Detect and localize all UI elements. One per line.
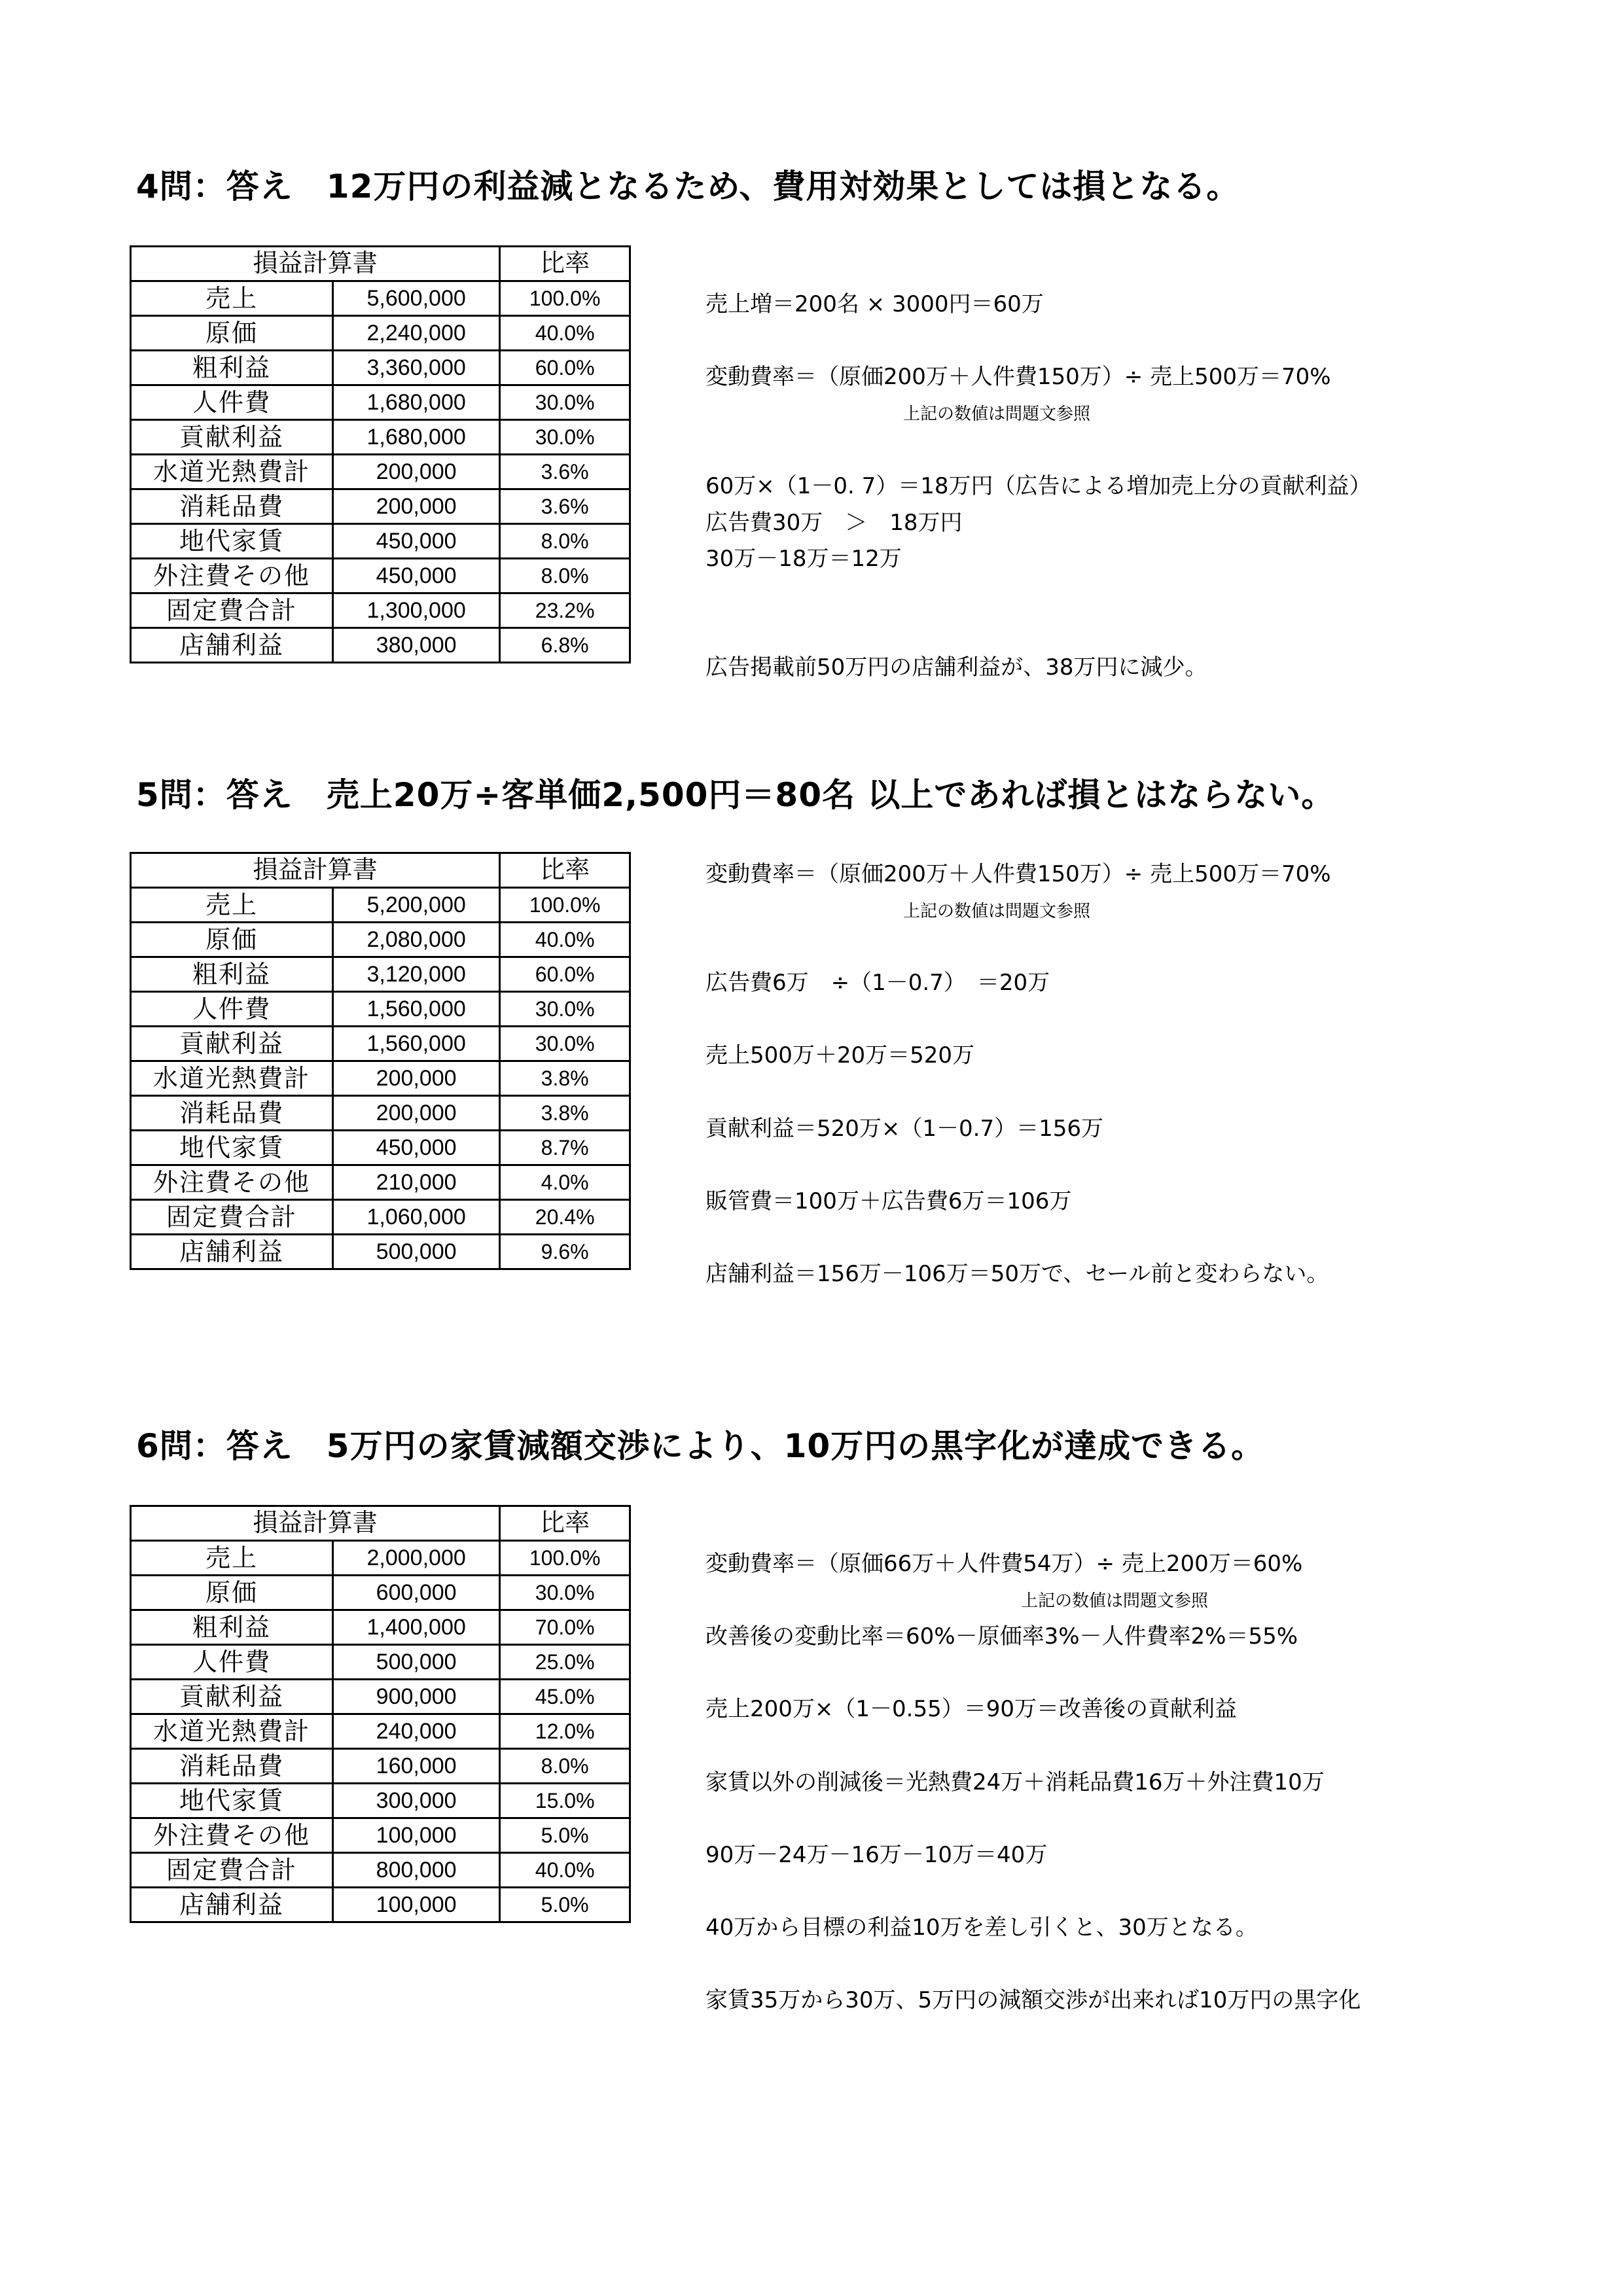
row-label: 水道光熱費計 [131, 455, 333, 489]
note: 販管費＝100万＋広告費6万＝106万 [705, 1188, 1072, 1214]
row-label: 売上 [131, 1541, 333, 1576]
table-row [131, 1096, 630, 1131]
row-amount: 1,300,000 [332, 593, 499, 628]
row-amount: 3,360,000 [332, 351, 499, 385]
row-label: 消耗品費 [131, 1749, 333, 1784]
row-label: 水道光熱費計 [131, 1714, 333, 1749]
note: 家賃35万から30万、5万円の減額交渉が出来れば10万円の黒字化 [705, 1987, 1361, 2013]
note: 改善後の変動比率＝60%－原価率3%－人件費率2%＝55% [705, 1623, 1298, 1650]
row-ratio: 25.0% [500, 1645, 630, 1680]
row-label: 店舗利益 [131, 1235, 333, 1269]
row-ratio: 5.0% [500, 1818, 630, 1853]
row-ratio: 30.0% [500, 385, 630, 420]
row-amount: 200,000 [332, 455, 499, 489]
row-ratio: 30.0% [500, 1576, 630, 1610]
row-amount: 100,000 [332, 1818, 499, 1853]
table-header-row [131, 1506, 630, 1541]
row-label: 人件費 [131, 385, 333, 420]
row-label: 地代家賃 [131, 1784, 333, 1818]
row-label: 固定費合計 [131, 593, 333, 628]
note-reference: 上記の数値は問題文参照 [903, 902, 1091, 921]
row-label: 売上 [131, 888, 333, 923]
row-ratio: 3.8% [500, 1061, 630, 1096]
row-amount: 2,240,000 [332, 316, 499, 351]
note: 60万×（1－0. 7）＝18万円（広告による増加売上分の貢献利益） [705, 473, 1372, 499]
row-ratio: 30.0% [500, 992, 630, 1027]
row-ratio: 9.6% [500, 1235, 630, 1269]
ratio-header: 比率 [500, 853, 630, 888]
row-amount: 450,000 [332, 1131, 499, 1165]
row-amount: 450,000 [332, 524, 499, 559]
row-amount: 1,060,000 [332, 1200, 499, 1235]
row-amount: 450,000 [332, 559, 499, 593]
row-amount: 300,000 [332, 1784, 499, 1818]
note: 30万－18万＝12万 [705, 546, 902, 572]
table-row [131, 1541, 630, 1576]
table-row [131, 1714, 630, 1749]
section-5-heading: 5問：答え 売上20万÷客単価2,500円＝80名 以上であれば損とはならない。 [136, 776, 1335, 814]
table-row [131, 1131, 630, 1165]
row-ratio: 3.8% [500, 1096, 630, 1131]
table-title: 損益計算書 [131, 1506, 500, 1541]
table-row [131, 420, 630, 455]
row-ratio: 4.0% [500, 1165, 630, 1200]
row-amount: 1,560,000 [332, 1027, 499, 1061]
row-amount: 500,000 [332, 1235, 499, 1269]
row-ratio: 20.4% [500, 1200, 630, 1235]
row-ratio: 15.0% [500, 1784, 630, 1818]
table-row [131, 559, 630, 593]
row-label: 粗利益 [131, 957, 333, 992]
row-ratio: 5.0% [500, 1888, 630, 1922]
row-ratio: 30.0% [500, 420, 630, 455]
table-row [131, 316, 630, 351]
row-amount: 380,000 [332, 628, 499, 663]
row-label: 粗利益 [131, 351, 333, 385]
row-amount: 1,680,000 [332, 385, 499, 420]
note: 貢献利益＝520万×（1－0.7）＝156万 [705, 1116, 1103, 1142]
note: 広告費6万 ÷（1－0.7） ＝20万 [705, 970, 1050, 996]
note-reference: 上記の数値は問題文参照 [903, 404, 1091, 424]
income-statement-table-4 [130, 245, 631, 663]
row-ratio: 8.0% [500, 559, 630, 593]
note: 広告費30万 ＞ 18万円 [705, 510, 963, 536]
row-ratio: 60.0% [500, 351, 630, 385]
table-row [131, 1818, 630, 1853]
row-label: 外注費その他 [131, 559, 333, 593]
row-label: 固定費合計 [131, 1200, 333, 1235]
row-ratio: 3.6% [500, 455, 630, 489]
row-label: 地代家賃 [131, 524, 333, 559]
table-row [131, 351, 630, 385]
table-row [131, 1888, 630, 1922]
row-amount: 2,080,000 [332, 923, 499, 957]
row-amount: 100,000 [332, 1888, 499, 1922]
table-title: 損益計算書 [131, 853, 500, 888]
row-amount: 200,000 [332, 489, 499, 524]
row-ratio: 60.0% [500, 957, 630, 992]
table-row [131, 1235, 630, 1269]
row-amount: 200,000 [332, 1096, 499, 1131]
row-label: 消耗品費 [131, 489, 333, 524]
table-title: 損益計算書 [131, 247, 500, 281]
row-label: 外注費その他 [131, 1818, 333, 1853]
table-row [131, 1610, 630, 1645]
row-ratio: 3.6% [500, 489, 630, 524]
section-6-heading: 6問：答え 5万円の家賃減額交渉により、10万円の黒字化が達成できる。 [136, 1427, 1265, 1465]
table-row [131, 385, 630, 420]
note: 変動費率＝（原価200万＋人件費150万）÷ 売上500万＝70% [705, 861, 1331, 887]
row-amount: 600,000 [332, 1576, 499, 1610]
row-label: 消耗品費 [131, 1096, 333, 1131]
note: 40万から目標の利益10万を差し引くと、30万となる。 [705, 1915, 1258, 1941]
table-row [131, 1784, 630, 1818]
table-row [131, 1645, 630, 1680]
row-label: 原価 [131, 316, 333, 351]
table-row [131, 281, 630, 316]
table-row [131, 489, 630, 524]
row-label: 貢献利益 [131, 420, 333, 455]
table-header-row [131, 853, 630, 888]
table-row [131, 1576, 630, 1610]
row-ratio: 70.0% [500, 1610, 630, 1645]
note-reference: 上記の数値は問題文参照 [1021, 1591, 1209, 1611]
row-amount: 2,000,000 [332, 1541, 499, 1576]
note: 家賃以外の削減後＝光熱費24万＋消耗品費16万＋外注費10万 [705, 1769, 1325, 1795]
row-amount: 500,000 [332, 1645, 499, 1680]
row-ratio: 100.0% [500, 888, 630, 923]
row-label: 地代家賃 [131, 1131, 333, 1165]
row-label: 粗利益 [131, 1610, 333, 1645]
row-label: 人件費 [131, 992, 333, 1027]
table-row [131, 628, 630, 663]
row-amount: 200,000 [332, 1061, 499, 1096]
row-ratio: 100.0% [500, 1541, 630, 1576]
row-label: 売上 [131, 281, 333, 316]
note: 広告掲載前50万円の店舗利益が、38万円に減少。 [705, 654, 1207, 680]
row-label: 店舗利益 [131, 1888, 333, 1922]
row-amount: 800,000 [332, 1853, 499, 1888]
table-row [131, 1853, 630, 1888]
row-ratio: 12.0% [500, 1714, 630, 1749]
row-ratio: 40.0% [500, 316, 630, 351]
row-label: 貢献利益 [131, 1680, 333, 1714]
row-amount: 240,000 [332, 1714, 499, 1749]
row-label: 原価 [131, 1576, 333, 1610]
note: 変動費率＝（原価66万＋人件費54万）÷ 売上200万＝60% [705, 1551, 1303, 1577]
note: 90万－24万－16万－10万＝40万 [705, 1842, 1048, 1868]
table-row [131, 923, 630, 957]
row-ratio: 8.7% [500, 1131, 630, 1165]
note: 変動費率＝（原価200万＋人件費150万）÷ 売上500万＝70% [705, 364, 1331, 390]
row-amount: 5,200,000 [332, 888, 499, 923]
row-amount: 1,680,000 [332, 420, 499, 455]
row-ratio: 100.0% [500, 281, 630, 316]
note: 売上200万×（1－0.55）＝90万＝改善後の貢献利益 [705, 1696, 1237, 1722]
row-ratio: 6.8% [500, 628, 630, 663]
row-ratio: 23.2% [500, 593, 630, 628]
table-row [131, 1165, 630, 1200]
row-label: 原価 [131, 923, 333, 957]
note: 店舗利益＝156万－106万＝50万で、セール前と変わらない。 [705, 1261, 1329, 1287]
row-label: 貢献利益 [131, 1027, 333, 1061]
table-row [131, 455, 630, 489]
row-label: 人件費 [131, 1645, 333, 1680]
table-row [131, 1200, 630, 1235]
row-label: 外注費その他 [131, 1165, 333, 1200]
income-statement-table-5 [130, 852, 631, 1270]
row-ratio: 45.0% [500, 1680, 630, 1714]
table-row [131, 992, 630, 1027]
table-row [131, 1749, 630, 1784]
row-amount: 210,000 [332, 1165, 499, 1200]
row-amount: 900,000 [332, 1680, 499, 1714]
ratio-header: 比率 [500, 1506, 630, 1541]
row-label: 水道光熱費計 [131, 1061, 333, 1096]
row-amount: 160,000 [332, 1749, 499, 1784]
row-amount: 5,600,000 [332, 281, 499, 316]
income-statement-table-6 [130, 1505, 631, 1923]
table-row [131, 1027, 630, 1061]
table-row [131, 888, 630, 923]
table-row [131, 957, 630, 992]
table-row [131, 524, 630, 559]
row-label: 固定費合計 [131, 1853, 333, 1888]
note: 売上増＝200名 × 3000円＝60万 [705, 291, 1044, 317]
row-ratio: 40.0% [500, 1853, 630, 1888]
row-amount: 1,560,000 [332, 992, 499, 1027]
ratio-header: 比率 [500, 247, 630, 281]
table-header-row [131, 247, 630, 281]
row-ratio: 8.0% [500, 524, 630, 559]
row-ratio: 8.0% [500, 1749, 630, 1784]
table-row [131, 1061, 630, 1096]
row-label: 店舗利益 [131, 628, 333, 663]
row-amount: 3,120,000 [332, 957, 499, 992]
section-4-heading: 4問：答え 12万円の利益減となるため、費用対効果としては損となる。 [136, 168, 1240, 205]
row-ratio: 30.0% [500, 1027, 630, 1061]
table-row [131, 1680, 630, 1714]
table-row [131, 593, 630, 628]
row-ratio: 40.0% [500, 923, 630, 957]
row-amount: 1,400,000 [332, 1610, 499, 1645]
note: 売上500万＋20万＝520万 [705, 1042, 975, 1069]
